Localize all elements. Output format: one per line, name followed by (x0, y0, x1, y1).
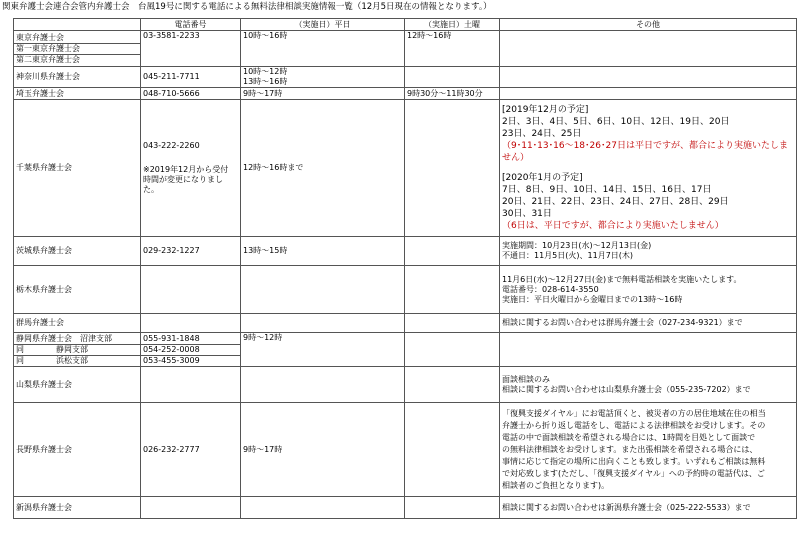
schedule-note: （9･11･13･16～18･26･27日は平日ですが、都合により実施いたしま (502, 141, 788, 151)
other-cell (500, 237, 797, 266)
bar-name: 千葉県弁護士会 (14, 100, 141, 237)
table-row-chiba (14, 100, 797, 237)
time-line: 13時～16時 (243, 77, 288, 86)
saturday-cell (405, 403, 500, 497)
other-line: 電話の中で面談相談を希望される場合には、1時間を目処として面談で (502, 432, 756, 442)
header-other: その他 (500, 19, 797, 31)
weekday-cell: 13時～15時 (241, 237, 405, 266)
bar-name: 長野県弁護士会 (14, 403, 141, 497)
phone-note (143, 165, 238, 195)
other-line: 弁護士から折り返し電話をし、電話による法律相談をお受けします。その (502, 420, 766, 430)
other-cell (500, 31, 797, 67)
other-cell (500, 403, 797, 497)
saturday-cell: 9時30分～11時30分 (405, 88, 500, 100)
phone-line: 053-455-3009 (141, 355, 240, 366)
other-line: 実施期間：10月23日(水)～12月13日(金) (502, 241, 652, 250)
bar-name-line: 東京弁護士会 (16, 32, 64, 42)
bar-name (14, 31, 141, 67)
other-line: 事情に応じて指定の場所に出向くことも致します。いずれもご相談は無料 (502, 456, 766, 466)
phone-cell: 03-3581-2233 (141, 31, 241, 67)
weekday-cell (241, 497, 405, 519)
weekday-cell (241, 367, 405, 403)
weekday-cell: 9時～17時 (241, 88, 405, 100)
phone-cell: 029-232-1227 (141, 237, 241, 266)
other-cell (500, 88, 797, 100)
other-cell (500, 100, 797, 237)
weekday-cell (241, 314, 405, 333)
weekday-cell: 9時～12時 (241, 333, 405, 367)
weekday-cell (241, 266, 405, 314)
schedule-note: （6日は、平日ですが、都合により実施いたしません） (502, 221, 724, 231)
weekday-cell: 10時～16時 (241, 31, 405, 67)
schedule-dec-title: [2019年12月の予定] (502, 105, 589, 115)
bar-name: 山梨県弁護士会 (14, 367, 141, 403)
table-row-tokyo (14, 31, 797, 67)
page-caption: 関東弁護士会連合会管内弁護士会 台風19号に関する電話による無料法律相談実施情報一覧（12月5日現在の情報となります。） (2, 2, 492, 12)
other-line: 11月6日(水)～12月27日(金)まで無料電話相談を実施いたします。 (502, 274, 742, 284)
bar-name-line: 同 静岡支部 (14, 344, 140, 355)
header-row (14, 19, 797, 31)
weekday-cell: 12時～16時まで (241, 100, 405, 237)
other-line: 電話番号：028-614-3550 (502, 284, 599, 294)
bar-name (14, 333, 141, 367)
consultation-table (13, 18, 797, 519)
saturday-cell (405, 67, 500, 88)
header-weekday: （実施日）平日 (241, 19, 405, 31)
schedule-dates: 23日、24日、25日 (502, 129, 582, 139)
phone-cell (141, 367, 241, 403)
phone-line: 054-252-0008 (141, 344, 240, 355)
saturday-cell (405, 497, 500, 519)
bar-name: 埼玉弁護士会 (14, 88, 141, 100)
phone-line: 055-931-1848 (143, 333, 200, 343)
other-cell: 相談に関するお問い合わせは群馬弁護士会（027-234-9321）まで (500, 314, 797, 333)
phone-cell (141, 266, 241, 314)
table-row-tochigi (14, 266, 797, 314)
schedule-jan-title: [2020年1月の予定] (502, 173, 583, 183)
bar-name: 新潟県弁護士会 (14, 497, 141, 519)
phone-cell (141, 497, 241, 519)
other-line: で対応致します(ただし、「復興支援ダイヤル」への予約時の電話代は、ご (502, 468, 765, 478)
bar-name-line: 静岡県弁護士会 沼津支部 (16, 333, 112, 343)
bar-name: 群馬弁護士会 (14, 314, 141, 333)
other-line: 不通日：11月5日(火)、11月7日(木) (502, 251, 634, 260)
phone-cell: 048-710-5666 (141, 88, 241, 100)
table-row-saitama (14, 88, 797, 100)
schedule-dates: 30日、31日 (502, 209, 552, 219)
other-line: 「復興支援ダイヤル」にお電話頂くと、被災者の方の居住地域在住の相当 (502, 408, 766, 418)
other-line: 相談者のご負担となります)。 (502, 480, 610, 490)
table-row-shizuoka (14, 333, 797, 367)
bar-name-line: 第二東京弁護士会 (14, 54, 140, 65)
note-line: ※2019年12月から受付 (143, 165, 229, 174)
bar-name: 茨城県弁護士会 (14, 237, 141, 266)
bar-name: 栃木県弁護士会 (14, 266, 141, 314)
schedule-dates: 2日、3日、4日、5日、6日、10日、12日、19日、20日 (502, 117, 730, 127)
bar-name-line: 第一東京弁護士会 (14, 43, 140, 54)
other-cell (500, 333, 797, 367)
note-line: た。 (143, 185, 159, 194)
note-line: 時間が変更になりまし (143, 175, 223, 184)
table-row-ibaraki (14, 237, 797, 266)
other-line: 相談に関するお問い合わせは山梨県弁護士会（055-235-7202）まで (502, 384, 751, 394)
time-line: 10時～12時 (243, 67, 288, 76)
saturday-cell (405, 100, 500, 237)
other-line: 実施日：平日火曜日から金曜日までの13時～16時 (502, 294, 683, 304)
table-row-gunma (14, 314, 797, 333)
saturday-cell (405, 237, 500, 266)
weekday-cell: 9時～17時 (241, 403, 405, 497)
schedule-dates: 20日、21日、22日、23日、24日、27日、28日、29日 (502, 197, 729, 207)
saturday-cell (405, 367, 500, 403)
header-phone: 電話番号 (141, 19, 241, 31)
header-name (14, 19, 141, 31)
table-row-yamanashi (14, 367, 797, 403)
bar-name-line: 同 浜松支部 (14, 355, 140, 366)
saturday-cell (405, 266, 500, 314)
table-row-kanagawa (14, 67, 797, 88)
saturday-cell (405, 314, 500, 333)
phone-number: 043-222-2260 (143, 141, 200, 150)
weekday-cell (241, 67, 405, 88)
phone-cell (141, 314, 241, 333)
table-row-nagano (14, 403, 797, 497)
saturday-cell (405, 333, 500, 367)
phone-cell (141, 100, 241, 237)
other-cell (500, 266, 797, 314)
header-saturday: （実施日）土曜 (405, 19, 500, 31)
bar-name: 神奈川県弁護士会 (14, 67, 141, 88)
phone-cell: 026-232-2777 (141, 403, 241, 497)
schedule-dates: 7日、8日、9日、10日、14日、15日、16日、17日 (502, 185, 712, 195)
phone-cell (141, 333, 241, 367)
other-cell: 相談に関するお問い合わせは新潟県弁護士会（025-222-5533）まで (500, 497, 797, 519)
phone-cell: 045-211-7711 (141, 67, 241, 88)
schedule-note: せん） (502, 153, 530, 163)
other-line: の無料法律相談をお受けします。また出張相談を希望される場合には、 (502, 444, 758, 454)
table-row-niigata (14, 497, 797, 519)
other-line: 面談相談のみ (502, 374, 550, 384)
other-cell (500, 67, 797, 88)
saturday-cell: 12時～16時 (405, 31, 500, 67)
other-cell (500, 367, 797, 403)
